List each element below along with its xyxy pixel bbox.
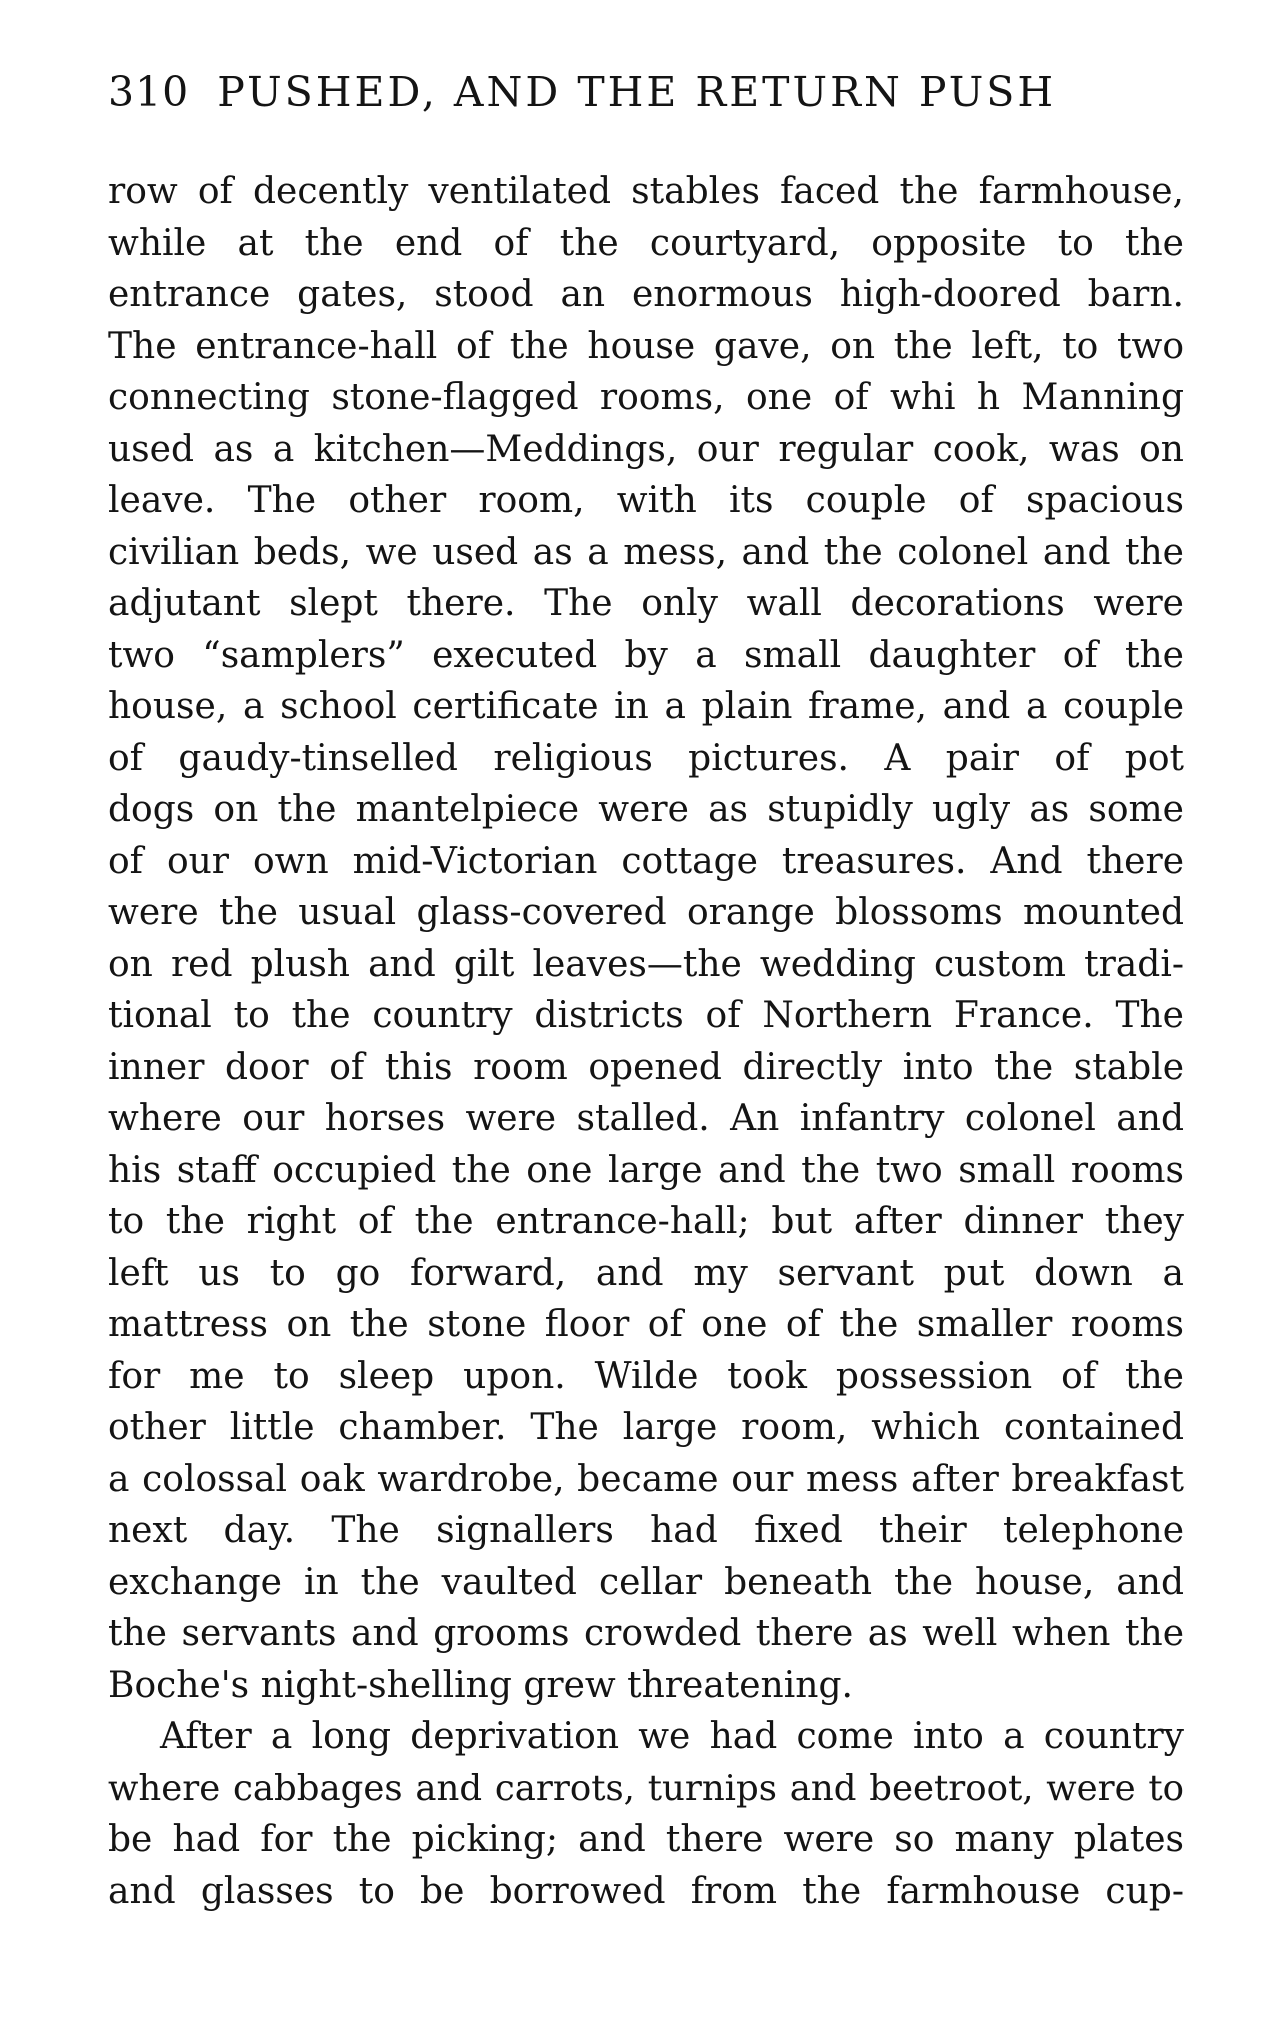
text-line: After a long deprivation we had come into a country xyxy=(160,1716,1184,1757)
page-header xyxy=(108,62,1180,122)
text-line: exchange in the vaulted cellar beneath the house, and xyxy=(108,1561,1184,1603)
text-line: his staff occupied the one large and the two small rooms xyxy=(108,1149,1184,1191)
text-line: row of decently ventilated stables faced the farmhouse, xyxy=(108,171,1184,212)
page-number: 310 xyxy=(108,68,190,116)
text-line: to the right of the entrance-hall; but after dinner they xyxy=(108,1201,1184,1242)
text-line: where our horses were stalled. An infantry colonel and xyxy=(108,1098,1184,1139)
running-title: PUSHED, AND THE RETURN PUSH xyxy=(217,68,1057,116)
text-line: civilian beds, we used as a mess, and the colonel and the xyxy=(108,531,1184,573)
text-line: Boche's night-shelling grew threatening. xyxy=(108,1664,853,1706)
text-line: where cabbages and carrots, turnips and beetroot, were to xyxy=(108,1767,1184,1809)
text-line: and glasses to be borrowed from the farmhouse cup- xyxy=(108,1870,1184,1912)
text-line: for me to sleep upon. Wilde took possession of the xyxy=(108,1355,1184,1397)
text-line: two “samplers” executed by a small daughter of the xyxy=(108,634,1184,676)
text-line: left us to go forward, and my servant put down a xyxy=(108,1252,1184,1294)
text-line: entrance gates, stood an enormous high-doored barn. xyxy=(108,274,1184,315)
text-line: tional to the country districts of Northern France. The xyxy=(108,995,1184,1036)
text-line: a colossal oak wardrobe, became our mess after breakfast xyxy=(108,1458,1184,1500)
text-line: were the usual glass-covered orange blossoms mounted xyxy=(108,892,1184,933)
text-line: leave. The other room, with its couple of spacious xyxy=(108,480,1184,521)
text-line: on red plush and gilt leaves—the wedding custom tradi- xyxy=(108,943,1184,985)
text-line: mattress on the stone floor of one of the smaller rooms xyxy=(108,1304,1184,1345)
text-line: the servants and grooms crowded there as well when the xyxy=(108,1613,1184,1654)
text-line: of our own mid-Victorian cottage treasures. And there xyxy=(108,840,1184,882)
text-line: connecting stone-flagged rooms, one of whi h Manning xyxy=(108,377,1184,418)
text-line: be had for the picking; and there were so many plates xyxy=(108,1819,1184,1860)
text-line: adjutant slept there. The only wall decorations were xyxy=(108,583,1184,624)
text-line: next day. The signallers had fixed their telephone xyxy=(108,1510,1184,1551)
text-line: used as a kitchen—Meddings, our regular cook, was on xyxy=(108,428,1184,470)
text-line: house, a school certificate in a plain frame, and a couple xyxy=(108,686,1184,727)
text-line: of gaudy-tinselled religious pictures. A pair of pot xyxy=(108,737,1184,779)
body-text xyxy=(108,166,1184,1917)
text-line: other little chamber. The large room, which contained xyxy=(108,1407,1184,1448)
text-line: while at the end of the courtyard, opposite to the xyxy=(108,222,1184,264)
text-line: dogs on the mantelpiece were as stupidly ugly as some xyxy=(108,789,1184,830)
text-line: inner door of this room opened directly into the stable xyxy=(108,1046,1184,1088)
text-line: The entrance-hall of the house gave, on the left, to two xyxy=(108,325,1184,367)
